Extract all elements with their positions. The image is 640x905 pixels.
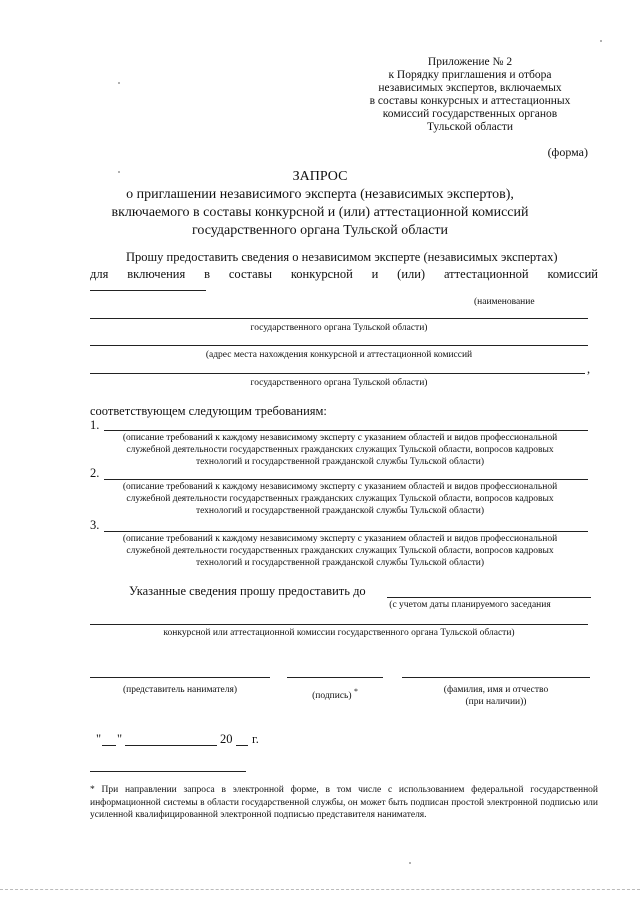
date-year: 20	[220, 732, 233, 746]
scan-speck	[118, 171, 120, 173]
appendix-line-2: к Порядку приглашения и отбора	[388, 69, 552, 81]
requirement-desc-line: (описание требований к каждому независимому эксперту с указанием областей и видов профессиональной	[122, 482, 558, 492]
date-quote-close: "	[117, 732, 123, 746]
requirement-desc-line: (описание требований к каждому независимому эксперту с указанием областей и видов профессиональной	[122, 433, 558, 443]
scan-speck	[600, 40, 602, 42]
scan-speck	[409, 862, 411, 864]
footnote-text: * При направлении запроса в электронной форме, в том числе с использованием федеральной государственной информационной системы в области государственной службы, он может быть подписан простой электронной подписью или усиленной квалифицированной электронной подписью представителя нанимателя.	[90, 785, 598, 820]
title-line-1: о приглашении независимого эксперта (независимых экспертов),	[126, 187, 514, 202]
intro-word: и	[371, 267, 379, 281]
representative-field[interactable]	[90, 677, 270, 678]
caption-signature	[287, 686, 383, 702]
full-name-field[interactable]	[402, 677, 590, 678]
requirement-number: 3.	[90, 518, 100, 532]
intro-word: составы	[228, 267, 272, 281]
caption-address-1: (адрес места нахождения конкурсной и аттестационной комиссий	[205, 350, 473, 360]
title-line-3: государственного органа Тульской области	[191, 223, 449, 238]
appendix-header	[320, 56, 620, 134]
caption-full-name-1: (фамилия, имя и отчество	[443, 685, 549, 695]
title-line-2: включаемого в составы конкурсной и (или) аттестационной комиссий	[111, 205, 529, 220]
signature-asterisk: *	[353, 687, 358, 696]
requirement-desc-line: служебной деятельности государственных гражданских служащих Тульской области, вопросов кадровых	[126, 494, 554, 504]
requirement-description	[90, 481, 590, 517]
requirement-description	[90, 432, 590, 468]
date-day-field[interactable]	[102, 745, 116, 746]
requirements-intro: соответствующем следующим требованиям:	[90, 404, 327, 418]
date-year-suffix: г.	[252, 732, 259, 746]
caption-address-2: государственного органа Тульской области)	[250, 378, 428, 388]
title-word: ЗАПРОС	[292, 169, 348, 184]
caption-representative: (представитель нанимателя)	[122, 685, 238, 695]
deadline-field[interactable]	[387, 597, 591, 598]
organ-name-field-start[interactable]	[90, 290, 206, 291]
address-field[interactable]	[90, 345, 588, 346]
signature-label: (подпись)	[312, 691, 352, 702]
requirement-desc-line: технологий и государственной гражданской службы Тульской области)	[195, 457, 485, 467]
appendix-line-4: в составы конкурсных и аттестационных	[369, 95, 571, 107]
deadline-caption-1: (с учетом даты планируемого заседания	[389, 600, 551, 610]
organ-name-field[interactable]	[90, 318, 588, 319]
requirement-desc-line: (описание требований к каждому независимому эксперту с указанием областей и видов профессиональной	[122, 534, 558, 544]
intro-line-1: Прошу предоставить сведения о независимом эксперте (независимых экспертах)	[126, 250, 558, 264]
requirement-desc-line: технологий и государственной гражданской службы Тульской области)	[195, 506, 485, 516]
form-label: (форма)	[547, 145, 588, 159]
caption-name-2: государственного органа Тульской области)	[250, 323, 428, 333]
requirement-desc-line: служебной деятельности государственных гражданских служащих Тульской области, вопросов кадровых	[126, 546, 554, 556]
requirement-field[interactable]	[104, 531, 588, 532]
caption-name-1: (наименование	[474, 297, 535, 307]
intro-word: конкурсной	[290, 267, 353, 281]
requirement-desc-line: служебной деятельности государственных гражданских служащих Тульской области, вопросов кадровых	[126, 445, 554, 455]
date-quote-open: "	[96, 732, 102, 746]
intro-word: для	[90, 267, 109, 281]
intro-line-2	[90, 267, 598, 282]
requirement-field[interactable]	[104, 479, 588, 480]
intro-word: (или)	[397, 267, 426, 281]
requirement-number: 2.	[90, 466, 100, 480]
intro-word: включения	[127, 267, 186, 281]
scan-edge-line	[0, 889, 640, 890]
requirement-number: 1.	[90, 418, 100, 432]
deadline-caption-2: конкурсной или аттестационной комиссии государственного органа Тульской области)	[163, 628, 515, 638]
signature-field[interactable]	[287, 677, 383, 678]
scan-speck	[118, 82, 120, 84]
requirement-desc-line: технологий и государственной гражданской службы Тульской области)	[195, 558, 485, 568]
document-title	[60, 168, 580, 240]
caption-full-name	[402, 684, 590, 708]
date-year-field[interactable]	[236, 745, 248, 746]
appendix-line-3: независимых экспертов, включаемых	[378, 82, 562, 94]
caption-full-name-2: (при наличии))	[465, 697, 527, 707]
address-field-2[interactable]	[90, 373, 585, 374]
deadline-text: Указанные сведения прошу предоставить до	[129, 584, 366, 598]
appendix-line-5: комиссий государственных органов	[382, 108, 558, 120]
deadline-field-2[interactable]	[90, 624, 588, 625]
appendix-line-6: Тульской области	[426, 121, 513, 133]
appendix-line-1: Приложение № 2	[427, 56, 513, 68]
intro-word: аттестационной	[443, 267, 529, 281]
footnote-separator	[90, 771, 246, 772]
date-month-field[interactable]	[125, 745, 217, 746]
comma: ,	[587, 362, 591, 376]
intro-word: комиссий	[547, 267, 598, 281]
requirement-field[interactable]	[104, 430, 588, 431]
intro-word: в	[204, 267, 210, 281]
requirement-description	[90, 533, 590, 569]
